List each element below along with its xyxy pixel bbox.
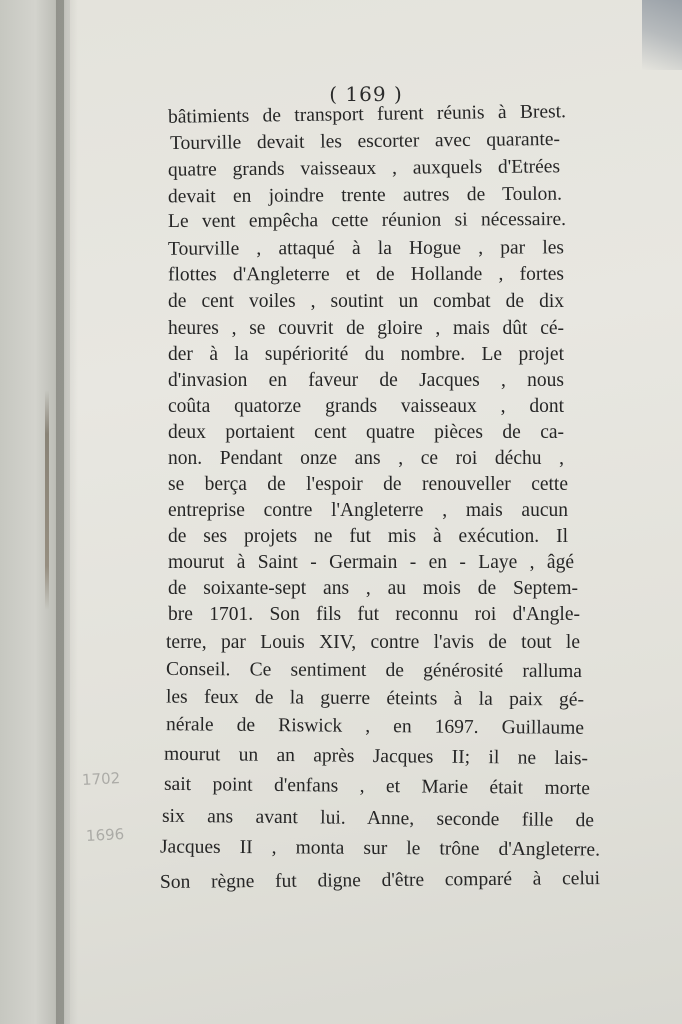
text-line: Le vent empêcha cette réunion si nécessaire.: [167, 208, 567, 233]
text-line: nérale de Riswick , en 1697. Guillaume: [165, 714, 585, 739]
text-line: Tourville , attaqué à la Hogue , par les: [167, 237, 565, 260]
text-line: les feux de la guerre éteints à la paix gé-: [165, 686, 585, 711]
text-line: coûta quatorze grands vaisseaux , dont: [168, 396, 564, 417]
text-line: heures , se couvrit de gloire , mais dût cé-: [168, 318, 564, 339]
page-number: ( 169 ): [329, 82, 403, 106]
text-line: Conseil. Ce sentiment de générosité ralluma: [165, 658, 583, 683]
page-corner-background: [642, 0, 682, 70]
text-line: Son règne fut digne d'être comparé à celui: [159, 868, 601, 893]
text-line: bre 1701. Son fils fut reconnu roi d'Angle-: [168, 604, 580, 625]
text-line: bâtimients de transport furent réunis à Brest.: [167, 101, 567, 128]
text-line: de cent voiles , soutint un combat de dix: [168, 291, 564, 312]
text-line: non. Pendant onze ans , ce roi déchu ,: [168, 448, 564, 469]
text-line: devait en joindre trente autres de Toulon.: [167, 183, 563, 208]
text-line: Tourville devait les escorter avec quarante-: [169, 128, 561, 155]
text-line: Jacques II , monta sur le trône d'Angleterre.: [159, 836, 601, 861]
text-line: de soixante-sept ans , au mois de Septem-: [168, 578, 578, 599]
text-line: flottes d'Angleterre et de Hollande , fortes: [167, 263, 565, 286]
text-line: sait point d'enfans , et Marie était morte: [163, 773, 591, 800]
text-line: deux portaient cent quatre pièces de ca-: [168, 422, 564, 443]
text-line: d'invasion en faveur de Jacques , nous: [168, 370, 564, 391]
text-line: der à la supériorité du nombre. Le projet: [168, 344, 564, 365]
pencil-margin-note: 1702: [81, 769, 121, 789]
text-line: de ses projets ne fut mis à exécution. Il: [168, 526, 568, 547]
left-page: [0, 0, 64, 1024]
margin-mark: [45, 390, 49, 610]
text-line: se berça de l'espoir de renouveller cette: [168, 474, 568, 495]
text-line: quatre grands vaisseaux , auxquels d'Etrées: [167, 156, 561, 181]
pencil-margin-note: 1696: [85, 825, 125, 845]
text-line: six ans avant lui. Anne, seconde fille de: [161, 805, 595, 832]
text-line: mourut à Saint - Germain - en - Laye , âgé: [168, 552, 574, 573]
text-line: mourut un an après Jacques II; il ne lais-: [163, 743, 589, 770]
gutter-shadow: [56, 0, 78, 1024]
text-line: entreprise contre l'Angleterre , mais aucun: [168, 500, 568, 521]
text-line: terre, par Louis XIV, contre l'avis de tout le: [166, 632, 580, 653]
